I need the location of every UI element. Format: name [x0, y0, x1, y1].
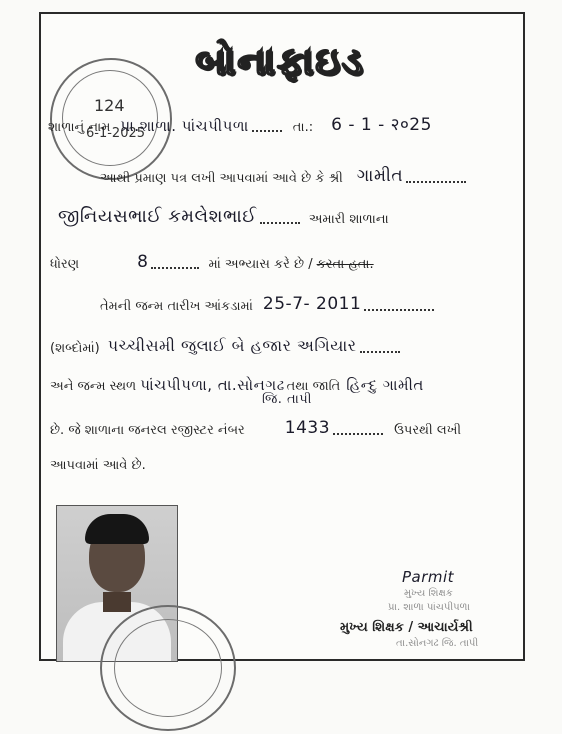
date-value: 6 - 1 - २०25 — [331, 115, 432, 135]
register-row — [50, 418, 461, 438]
dob-label: તેમની જન્મ તારીખ આંકડામાં — [100, 299, 253, 314]
signature: Parmit — [402, 568, 455, 586]
register-text: છે. જે શાળાના જનરલ રજીસ્ટર નંબર — [50, 423, 245, 438]
standard-row — [50, 252, 374, 272]
signatory-label: મુખ્ય શિક્ષક / આચાર્યશ્રી — [340, 620, 473, 635]
words-label: (શબ્દોમાં) — [50, 341, 100, 356]
birthplace-value: પાંચપીપળા, તા.સોનગઢ — [140, 376, 285, 394]
from-text: ઉપરથી લખી — [394, 423, 462, 438]
stamp-number: 124 — [94, 96, 125, 115]
dob-row — [100, 294, 437, 314]
intro-row — [100, 166, 469, 186]
certificate-title: બોનાફાઇડ — [195, 38, 365, 83]
closing-text: આપવામાં આવે છે. — [50, 458, 146, 473]
district-value: જિ. તાપી — [262, 392, 312, 407]
studying-text: માં અભ્યાસ કરે છે / — [208, 257, 313, 272]
caste-label: તથા જાતિ — [286, 379, 341, 394]
student-name-value: જીનિયસભાઈ કમલેશભાઈ — [58, 206, 257, 227]
school-name-label: શાળાનું નામ — [48, 120, 111, 135]
stamp-title: મુખ્ય શિક્ષક — [404, 588, 453, 599]
register-number: 1433 — [284, 418, 331, 438]
student-name-row — [58, 206, 389, 227]
school-name-value: પ્રા.શાળા. પાંચપીપળા — [120, 117, 249, 135]
caste-value: હિન્દુ ગામીત — [346, 376, 424, 394]
dob-words-value: પચ્ચીસમી જુલાઈ બે હજાર અગિયાર — [107, 336, 357, 355]
surname-value: ગામીત — [356, 166, 404, 186]
birthplace-label: અને જન્મ સ્થળ — [50, 379, 137, 394]
studied-text: કરતા હતા. — [316, 257, 374, 272]
stamp-taluka: તા.સોનગઢ જિ. તાપી — [396, 638, 479, 649]
our-school-text: અમારી શાળાના — [308, 212, 389, 227]
closing-row — [50, 458, 146, 473]
birthplace-row — [50, 376, 424, 394]
standard-label: ધોરણ — [50, 257, 80, 272]
date-label: તા.: — [292, 120, 314, 135]
dob-words-row — [50, 336, 403, 356]
standard-value: 8 — [137, 252, 149, 272]
school-round-stamp-bottom — [100, 605, 236, 731]
stamp-school: પ્રા. શાળા પાંચપીપળા — [388, 602, 470, 613]
signature-block — [340, 566, 520, 656]
school-name-row — [48, 112, 432, 135]
dob-value: 25-7- 2011 — [262, 294, 362, 314]
district-row — [262, 392, 312, 407]
intro-text: આથી પ્રમાણ પત્ર લખી આપવામાં આવે છે કે શ્રી — [100, 171, 343, 186]
stamp-date: 6-1-2025 — [86, 126, 146, 141]
